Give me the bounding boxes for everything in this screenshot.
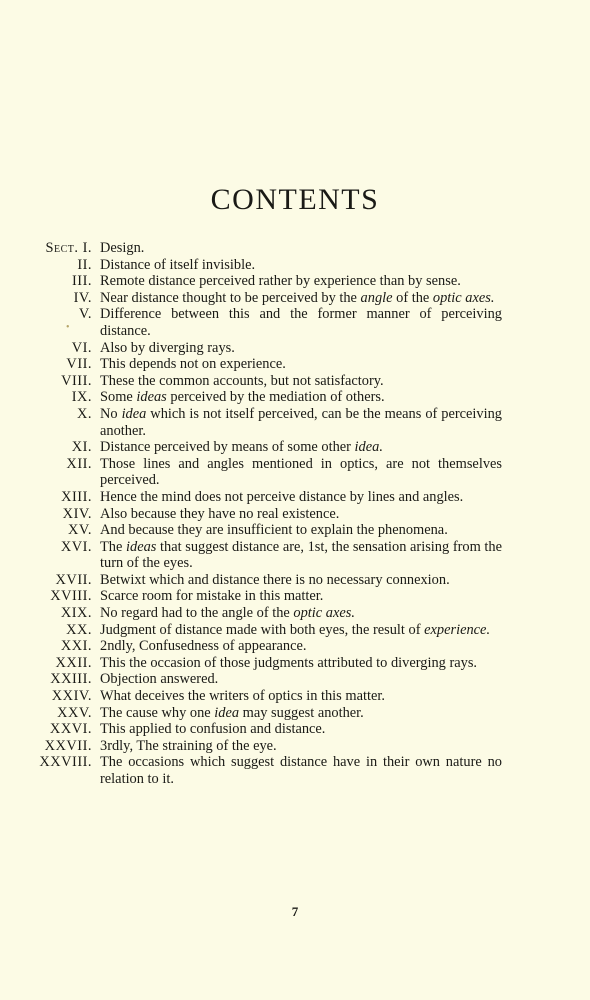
- section-summary: [100, 290, 502, 307]
- section-summary: [100, 257, 502, 274]
- contents-entry: [0, 588, 590, 605]
- section-number: XIV.: [62, 505, 92, 522]
- section-summary: [100, 506, 502, 523]
- contents-entry: [0, 671, 590, 688]
- section-summary: [100, 273, 502, 290]
- contents-entry: [0, 257, 590, 274]
- page-number: 7: [291, 904, 299, 919]
- section-summary: [100, 522, 502, 539]
- contents-entry: [0, 622, 590, 639]
- section-number: XXV.: [57, 704, 92, 721]
- summary-text: The cause why one: [100, 704, 215, 721]
- section-number: XVI.: [60, 538, 92, 555]
- section-number: X.: [77, 405, 92, 422]
- section-number: XVIII.: [50, 588, 92, 605]
- section-number: IV.: [73, 289, 92, 306]
- italic-term: ideas: [126, 538, 157, 555]
- contents-entry: [0, 406, 590, 439]
- summary-text: The occasions which suggest distance have in their own nature no relation to it.: [100, 754, 502, 787]
- italic-term: idea: [214, 704, 240, 721]
- section-number: XVII.: [55, 571, 92, 588]
- contents-entry: [0, 489, 590, 506]
- section-summary: [100, 588, 502, 605]
- section-summary: [100, 721, 502, 738]
- section-number: XX.: [66, 621, 92, 638]
- section-number: XXVIII.: [39, 754, 92, 771]
- summary-text: Also by diverging rays.: [100, 339, 235, 356]
- summary-text: Near distance thought to be perceived by the: [100, 289, 361, 306]
- contents-entry: [0, 356, 590, 373]
- italic-term: idea.: [354, 439, 383, 456]
- section-number: VII.: [66, 356, 92, 373]
- section-number: XXIV.: [51, 688, 92, 705]
- summary-text: These the common accounts, but not satisfactory.: [100, 372, 384, 389]
- summary-text: And because they are insufficient to explain the phenomena.: [100, 522, 448, 539]
- section-summary: [100, 389, 502, 406]
- section-summary: [100, 622, 502, 639]
- summary-text: may suggest another.: [239, 704, 364, 721]
- section-summary: [100, 539, 502, 572]
- contents-list: [0, 240, 590, 788]
- summary-text: Difference between this and the former manner of perceiving distance.: [100, 306, 502, 339]
- summary-text: Those lines and angles mentioned in optics, are not themselves perceived.: [100, 455, 502, 489]
- contents-entry: [0, 240, 590, 257]
- summary-text: Distance perceived by means of some other: [100, 439, 355, 456]
- summary-text: Some: [100, 389, 137, 406]
- summary-text: No regard had to the angle of the: [100, 605, 294, 622]
- page-title: CONTENTS: [210, 183, 380, 216]
- section-number: V.: [78, 306, 92, 323]
- summary-text: This the occasion of those judgments attributed to diverging rays.: [100, 654, 478, 671]
- italic-term: optic axes.: [432, 289, 495, 306]
- summary-text: The: [100, 538, 127, 555]
- contents-entry: [0, 539, 590, 572]
- contents-entry: [0, 572, 590, 589]
- summary-text: of the: [392, 289, 433, 306]
- summary-text: Also because they have no real existence.: [100, 505, 340, 522]
- contents-entry: [0, 439, 590, 456]
- section-summary: [100, 754, 502, 787]
- summary-text: Design.: [100, 240, 145, 256]
- section-summary: [100, 439, 502, 456]
- summary-text: This applied to confusion and distance.: [100, 721, 326, 738]
- italic-term: idea: [121, 405, 147, 422]
- section-summary: [100, 240, 502, 257]
- italic-term: angle: [360, 289, 393, 306]
- section-number: XI.: [71, 439, 92, 456]
- section-summary: [100, 373, 502, 390]
- section-summary: [100, 356, 502, 373]
- contents-entry: [0, 705, 590, 722]
- summary-text: that suggest distance are, 1st, the sensation arising from the turn of the eyes.: [100, 538, 502, 572]
- section-number: Sect. I.: [45, 240, 92, 256]
- summary-text: 3rdly, The straining of the eye.: [100, 737, 277, 754]
- section-number: IX.: [71, 389, 92, 406]
- contents-entry: [0, 655, 590, 672]
- italic-term: optic axes.: [293, 605, 355, 622]
- contents-entry: [0, 290, 590, 307]
- contents-entry: [0, 605, 590, 622]
- section-summary: [100, 705, 502, 722]
- summary-text: What deceives the writers of optics in this matter.: [100, 688, 385, 705]
- section-number: XXVI.: [49, 721, 92, 738]
- section-number: XIX.: [60, 605, 92, 622]
- summary-text: Scarce room for mistake in this matter.: [100, 588, 324, 605]
- summary-text: 2ndly, Confusedness of appearance.: [100, 638, 307, 655]
- summary-text: No: [100, 405, 122, 422]
- contents-entry: [0, 721, 590, 738]
- section-number: II.: [77, 256, 92, 273]
- section-summary: [100, 306, 502, 339]
- section-summary: [100, 572, 502, 589]
- section-number: XXIII.: [50, 671, 92, 688]
- summary-text: Betwixt which and distance there is no necessary connexion.: [100, 571, 450, 588]
- contents-entry: [0, 273, 590, 290]
- section-number: XXVII.: [44, 737, 92, 754]
- section-summary: [100, 605, 502, 622]
- section-number: XV.: [67, 522, 92, 539]
- section-summary: [100, 489, 502, 506]
- contents-entry: [0, 522, 590, 539]
- summary-text: which is not itself perceived, can be the means of perceiving another.: [100, 405, 502, 439]
- sect-label: Sect.: [45, 240, 79, 256]
- summary-text: Judgment of distance made with both eyes, the result of: [100, 621, 425, 638]
- section-number: XII.: [66, 455, 92, 472]
- section-summary: [100, 406, 502, 439]
- section-number: VIII.: [61, 372, 92, 389]
- italic-term: experience.: [424, 621, 491, 638]
- section-number: III.: [72, 273, 92, 290]
- contents-entry: [0, 306, 590, 339]
- contents-entry: [0, 340, 590, 357]
- summary-text: Remote distance perceived rather by experience than by sense.: [100, 273, 461, 290]
- contents-entry: [0, 389, 590, 406]
- section-number: VI.: [71, 339, 92, 356]
- summary-text: This depends not on experience.: [100, 356, 286, 373]
- contents-entry: [0, 738, 590, 755]
- summary-text: Objection answered.: [100, 671, 219, 688]
- contents-entry: [0, 506, 590, 523]
- section-summary: [100, 688, 502, 705]
- contents-entry: [0, 373, 590, 390]
- summary-text: perceived by the mediation of others.: [166, 389, 385, 406]
- contents-entry: [0, 754, 590, 787]
- contents-entry: [0, 688, 590, 705]
- section-number: XXII.: [55, 654, 92, 671]
- contents-entry: [0, 456, 590, 489]
- section-summary: [100, 638, 502, 655]
- section-summary: [100, 671, 502, 688]
- section-summary: [100, 340, 502, 357]
- section-summary: [100, 456, 502, 489]
- section-summary: [100, 738, 502, 755]
- italic-term: ideas: [136, 389, 167, 406]
- section-number: XXI.: [60, 638, 92, 655]
- summary-text: Hence the mind does not perceive distance by lines and angles.: [100, 488, 464, 505]
- section-number: XIII.: [61, 488, 92, 505]
- summary-text: Distance of itself invisible.: [100, 256, 256, 273]
- contents-entry: [0, 638, 590, 655]
- section-summary: [100, 655, 502, 672]
- page-speck: •: [66, 322, 70, 333]
